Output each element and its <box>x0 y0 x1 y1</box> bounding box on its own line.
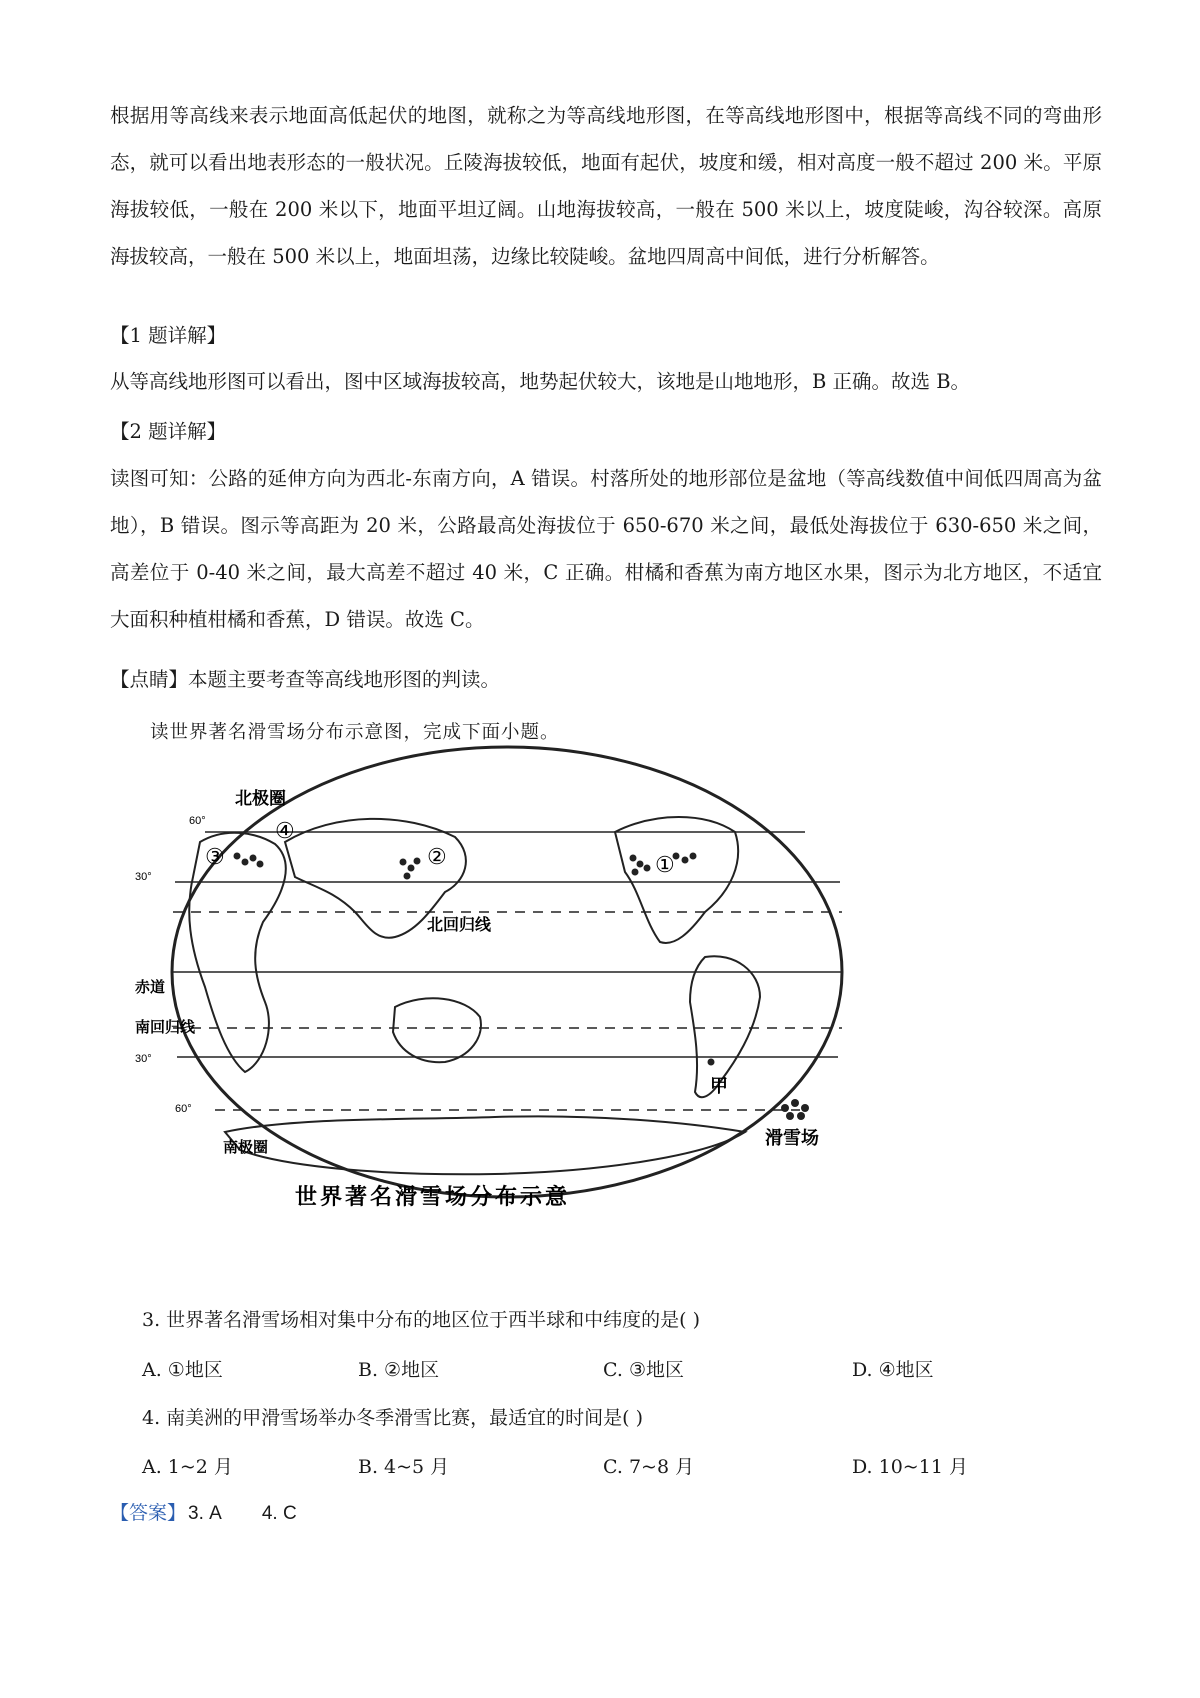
question-3-option-a: A. ①地区 <box>142 1359 223 1381</box>
question-3-stem: 3. 世界著名滑雪场相对集中分布的地区位于西半球和中纬度的是( ) <box>142 1309 701 1331</box>
q1-explanation: 从等高线地形图可以看出，图中区域海拔较高，地势起伏较大，该地是山地地形，B 正确。故选 B。 <box>110 370 971 393</box>
q1-heading: 【1 题详解】 <box>110 324 227 347</box>
question-4-option-b: B. 4~5 月 <box>358 1456 450 1478</box>
tip-line <box>110 664 500 692</box>
tip-heading: 【点睛】 <box>110 668 189 691</box>
question-4-stem: 4. 南美洲的甲滑雪场举办冬季滑雪比赛，最适宜的时间是( ) <box>142 1407 644 1429</box>
region-jia-marker: 甲 <box>710 1076 728 1096</box>
lat-60n-label: 60° <box>189 815 206 827</box>
map-intro: 读世界著名滑雪场分布示意图，完成下面小题。 <box>150 722 560 743</box>
question-4-option-c: C. 7~8 月 <box>603 1456 695 1478</box>
tropic-capricorn-label: 南回归线 <box>135 1019 196 1036</box>
q2-heading: 【2 题详解】 <box>110 420 227 443</box>
ski-resort-dots <box>234 853 715 1066</box>
legend-label: 滑雪场 <box>765 1128 819 1148</box>
ski-resort-map <box>135 772 905 1272</box>
question-3-option-d: D. ④地区 <box>852 1359 934 1381</box>
australia-landmass <box>393 998 481 1062</box>
region-2-marker: ② <box>427 844 447 869</box>
answer-4: 4. C <box>261 1503 297 1524</box>
lat-60s-label: 60° <box>175 1103 192 1115</box>
question-3-option-b: B. ②地区 <box>358 1359 440 1381</box>
region-4-marker: ④ <box>275 818 295 843</box>
tip-text: 本题主要考查等高线地形图的判读。 <box>188 668 501 691</box>
north-america-landmass <box>615 817 738 943</box>
region-3-marker: ③ <box>205 844 225 869</box>
question-3-option-c: C. ③地区 <box>603 1359 684 1381</box>
q2-explanation: 读图可知：公路的延伸方向为西北-东南方向，A 错误。村落所处的地形部位是盆地（等高线数值中间低四周高为盆地），B 错误。图示等高距为 20 米，公路最高处海拔位于 650-670 米之间，最低处海拔位于 630-650 米之间，高差位于 0-40 米之间，最大高差不超过 40 米，C 正确。柑橘和香蕉为南方地区水果，图示为北方地区，不适宜大面积种植柑橘和香蕉，D 错误。故选 C。 <box>110 467 1102 631</box>
antarctic-circle-label: 南极圈 <box>223 1139 269 1156</box>
lat-30n-label: 30° <box>135 871 152 883</box>
answer-line <box>110 1498 297 1525</box>
answer-3: 3. A <box>188 1503 222 1524</box>
question-4-option-d: D. 10~11 月 <box>852 1456 968 1478</box>
question-4-option-a: A. 1~2 月 <box>142 1456 233 1478</box>
europe-africa-landmass <box>189 833 286 1072</box>
antarctica-landmass <box>225 1116 745 1174</box>
equator-label: 赤道 <box>135 979 166 996</box>
analysis-paragraph: 根据用等高线来表示地面高低起伏的地图，就称之为等高线地形图，在等高线地形图中，根据等高线不同的弯曲形态，就可以看出地表形态的一般状况。丘陵海拔较低，地面有起伏，坡度和缓，相对高度一般不超过 200 米。平原海拔较低，一般在 200 米以下，地面平坦辽阔。山地海拔较高，一般在 500 米以上，坡度陡峻，沟谷较深。高原海拔较高，一般在 500 米以上，地面坦荡，边缘比较陡峻。盆地四周高中间低，进行分析解答。 <box>110 104 1102 268</box>
lat-30s-label: 30° <box>135 1053 152 1065</box>
map-caption: 世界著名滑雪场分布示意 <box>295 1184 571 1209</box>
region-1-marker: ① <box>655 852 675 877</box>
arctic-circle-label: 北极圈 <box>235 789 286 808</box>
tropic-cancer-label: 北回归线 <box>427 917 492 934</box>
world-map-figure <box>135 772 905 1272</box>
answer-tag: 【答案】 <box>110 1503 187 1524</box>
